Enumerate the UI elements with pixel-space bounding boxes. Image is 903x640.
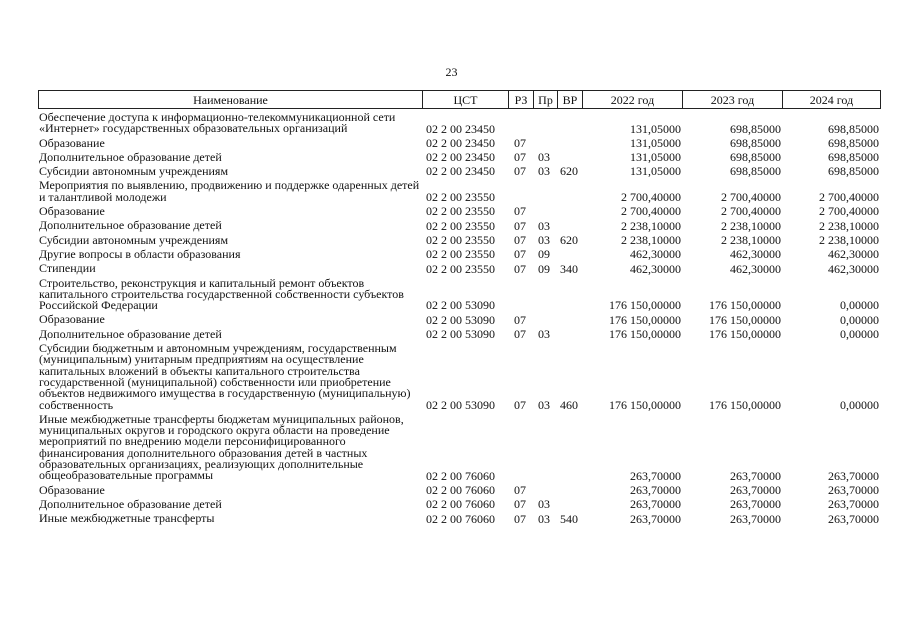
row-rz: 07 (514, 482, 526, 497)
row-value-2022: 2 700,40000 (621, 190, 681, 205)
row-rz: 07 (514, 397, 526, 412)
row-vr: 460 (560, 397, 578, 412)
row-value-2023: 263,70000 (730, 511, 781, 526)
row-value-2023: 176 150,00000 (709, 397, 781, 412)
header-vr: ВР (558, 91, 583, 108)
table-row (38, 512, 881, 526)
row-cst: 02 2 00 23550 (426, 190, 495, 205)
row-name: Субсидии автономным учреждениям (39, 232, 229, 247)
row-cst: 02 2 00 76060 (426, 468, 495, 483)
row-name: Строительство, реконструкция и капитальный ремонт объектов капитального строительства государственной собственности субъектов Российской Федерации (39, 275, 404, 313)
row-value-2024: 2 238,10000 (819, 232, 879, 247)
row-name: Субсидии бюджетным и автономным учреждениям, государственным (муниципальным) унитарным предприятиям на осуществление капитальных вложений в объекты капитального строительства государственной (муниципальной) собственности или приобретение объектов недвижимого имущества в государственную (муниципальную) собственность (39, 341, 411, 412)
row-value-2023: 462,30000 (730, 247, 781, 262)
table-row (38, 277, 881, 314)
row-value-2024: 698,85000 (828, 150, 879, 165)
row-vr: 620 (560, 232, 578, 247)
row-value-2023: 263,70000 (730, 497, 781, 512)
row-name: Другие вопросы в области образования (39, 246, 241, 261)
row-pr: 03 (538, 511, 550, 526)
row-value-2022: 131,05000 (630, 121, 681, 136)
row-rz: 07 (514, 232, 526, 247)
table-row (38, 111, 881, 137)
row-value-2023: 2 238,10000 (721, 218, 781, 233)
row-cst: 02 2 00 53090 (426, 312, 495, 327)
row-value-2023: 698,85000 (730, 135, 781, 150)
row-rz: 07 (514, 164, 526, 179)
row-name: Стипендии (39, 261, 96, 276)
table-row (38, 219, 881, 233)
row-name: Дополнительное образование детей (39, 149, 222, 164)
row-cst: 02 2 00 76060 (426, 482, 495, 497)
row-cst: 02 2 00 76060 (426, 497, 495, 512)
row-value-2024: 263,70000 (828, 482, 879, 497)
row-pr: 03 (538, 218, 550, 233)
table-row (38, 313, 881, 327)
row-name: Иные межбюджетные трансферты бюджетам муниципальных районов, муниципальных округов и городского округа области на проведение мероприятий по внедрению модели персонифицированного финансирования дополнительного образования детей в частных образовательных организациях, реализующих дополнительные общеобразовательные программы (39, 411, 404, 483)
row-cst: 02 2 00 23550 (426, 247, 495, 262)
row-value-2024: 462,30000 (828, 261, 879, 276)
row-value-2022: 462,30000 (630, 247, 681, 262)
page-number: 23 (445, 65, 458, 79)
row-value-2022: 131,05000 (630, 164, 681, 179)
row-cst: 02 2 00 23550 (426, 204, 495, 219)
row-pr: 03 (538, 164, 550, 179)
header-pr: Пр (534, 91, 558, 108)
row-cst: 02 2 00 76060 (426, 511, 495, 526)
row-value-2022: 462,30000 (630, 261, 681, 276)
header-year-2023: 2023 год (683, 91, 783, 108)
table-row (38, 179, 881, 205)
row-rz: 07 (514, 135, 526, 150)
header-rz: РЗ (509, 91, 534, 108)
row-value-2024: 2 700,40000 (819, 204, 879, 219)
row-cst: 02 2 00 53090 (426, 327, 495, 342)
row-value-2024: 698,85000 (828, 135, 879, 150)
row-cst: 02 2 00 23450 (426, 164, 495, 179)
row-value-2024: 698,85000 (828, 164, 879, 179)
row-value-2022: 263,70000 (630, 511, 681, 526)
row-name: Мероприятия по выявлению, продвижению и поддержке одаренных детей и талантливой молодежи (39, 178, 420, 204)
row-value-2023: 176 150,00000 (709, 298, 781, 313)
row-pr: 03 (538, 150, 550, 165)
row-value-2022: 176 150,00000 (609, 298, 681, 313)
row-cst: 02 2 00 53090 (426, 298, 495, 313)
row-name: Образование (39, 312, 105, 327)
row-rz: 07 (514, 497, 526, 512)
row-rz: 07 (514, 327, 526, 342)
row-pr: 09 (538, 261, 550, 276)
row-name: Образование (39, 204, 105, 219)
table-row (38, 413, 881, 484)
table-row (38, 342, 881, 413)
row-value-2023: 176 150,00000 (709, 327, 781, 342)
header-year-2022: 2022 год (583, 91, 683, 108)
row-value-2024: 0,00000 (840, 327, 879, 342)
row-value-2022: 131,05000 (630, 135, 681, 150)
row-value-2023: 2 238,10000 (721, 232, 781, 247)
row-cst: 02 2 00 53090 (426, 397, 495, 412)
table-body (38, 111, 881, 527)
table-row (38, 498, 881, 512)
row-name: Дополнительное образование детей (39, 218, 222, 233)
row-value-2024: 2 238,10000 (819, 218, 879, 233)
row-value-2024: 0,00000 (840, 298, 879, 313)
row-value-2022: 2 238,10000 (621, 232, 681, 247)
row-name: Дополнительное образование детей (39, 326, 222, 341)
table-row (38, 234, 881, 248)
row-vr: 620 (560, 164, 578, 179)
row-value-2022: 2 238,10000 (621, 218, 681, 233)
row-cst: 02 2 00 23450 (426, 121, 495, 136)
row-pr: 03 (538, 397, 550, 412)
row-cst: 02 2 00 23550 (426, 218, 495, 233)
row-rz: 07 (514, 312, 526, 327)
row-name: Образование (39, 135, 105, 150)
header-cst: ЦСТ (423, 91, 509, 108)
row-cst: 02 2 00 23550 (426, 261, 495, 276)
row-value-2023: 698,85000 (730, 150, 781, 165)
row-value-2024: 263,70000 (828, 497, 879, 512)
row-value-2023: 176 150,00000 (709, 312, 781, 327)
row-value-2023: 263,70000 (730, 468, 781, 483)
table-row (38, 262, 881, 276)
row-rz: 07 (514, 247, 526, 262)
row-rz: 07 (514, 511, 526, 526)
row-value-2024: 0,00000 (840, 312, 879, 327)
row-pr: 03 (538, 232, 550, 247)
row-name: Субсидии автономным учреждениям (39, 164, 229, 179)
row-value-2022: 263,70000 (630, 482, 681, 497)
row-cst: 02 2 00 23450 (426, 150, 495, 165)
row-rz: 07 (514, 204, 526, 219)
row-value-2023: 698,85000 (730, 121, 781, 136)
row-name: Обеспечение доступа к информационно-телекоммуникационной сети «Интернет» государственных образовательных организаций (39, 110, 396, 136)
row-name: Дополнительное образование детей (39, 496, 222, 511)
row-value-2023: 2 700,40000 (721, 204, 781, 219)
row-value-2024: 2 700,40000 (819, 190, 879, 205)
row-value-2024: 0,00000 (840, 397, 879, 412)
row-vr: 340 (560, 261, 578, 276)
row-value-2022: 176 150,00000 (609, 327, 681, 342)
row-vr: 540 (560, 511, 578, 526)
row-rz: 07 (514, 150, 526, 165)
row-pr: 03 (538, 327, 550, 342)
row-name: Образование (39, 482, 105, 497)
row-value-2022: 131,05000 (630, 150, 681, 165)
row-value-2023: 263,70000 (730, 482, 781, 497)
row-value-2023: 462,30000 (730, 261, 781, 276)
row-value-2024: 462,30000 (828, 247, 879, 262)
row-pr: 03 (538, 497, 550, 512)
row-value-2024: 698,85000 (828, 121, 879, 136)
row-cst: 02 2 00 23450 (426, 135, 495, 150)
row-rz: 07 (514, 218, 526, 233)
table-row (38, 205, 881, 219)
header-name: Наименование (39, 91, 423, 108)
row-rz: 07 (514, 261, 526, 276)
table-row (38, 248, 881, 262)
row-pr: 09 (538, 247, 550, 262)
table-row (38, 328, 881, 342)
row-value-2022: 176 150,00000 (609, 397, 681, 412)
header-year-2024: 2024 год (809, 93, 854, 107)
row-value-2022: 263,70000 (630, 497, 681, 512)
row-value-2023: 698,85000 (730, 164, 781, 179)
row-value-2023: 2 700,40000 (721, 190, 781, 205)
row-value-2022: 176 150,00000 (609, 312, 681, 327)
row-value-2022: 263,70000 (630, 468, 681, 483)
row-cst: 02 2 00 23550 (426, 232, 495, 247)
table-header (38, 90, 881, 109)
table-row (38, 137, 881, 151)
row-value-2024: 263,70000 (828, 511, 879, 526)
row-value-2024: 263,70000 (828, 468, 879, 483)
table-row (38, 484, 881, 498)
row-name: Иные межбюджетные трансферты (39, 511, 215, 526)
table-row (38, 151, 881, 165)
table-row (38, 165, 881, 179)
row-value-2022: 2 700,40000 (621, 204, 681, 219)
